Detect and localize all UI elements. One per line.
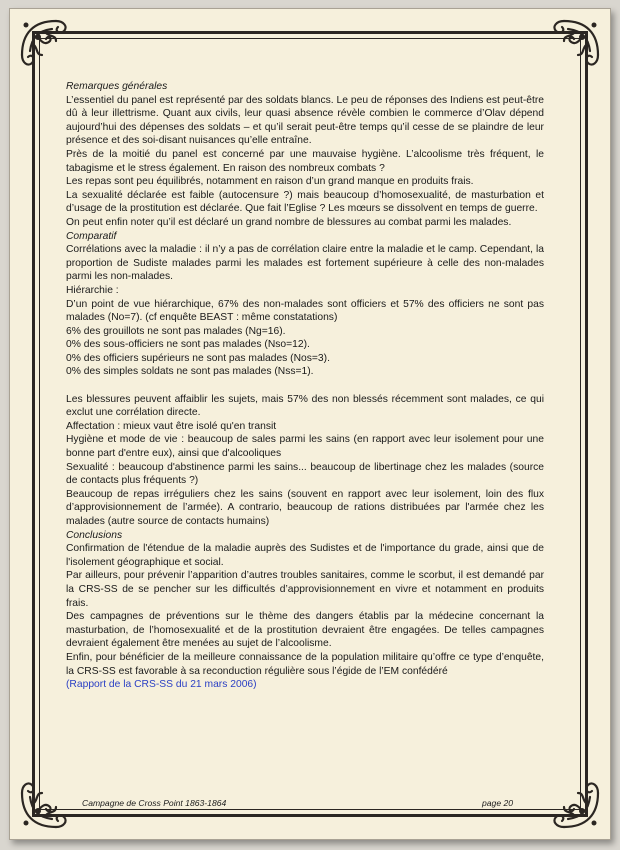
- paragraph: Confirmation de l'étendue de la maladie auprès des Sudistes et de l'importance du grade, ainsi que de l'isolement géographique et social.: [66, 543, 544, 568]
- report-reference-link[interactable]: (Rapport de la CRS-SS du 21 mars 2006): [66, 679, 257, 691]
- paragraph: Affectation : mieux vaut être isolé qu'en transit: [66, 420, 277, 432]
- paragraph: Sexualité : beaucoup d'abstinence parmi les sains... beaucoup de libertinage chez les malades (source de contacts plus fréquents ?): [66, 461, 544, 487]
- paragraph: Par ailleurs, pour prévenir l’apparition d’autres troubles sanitaires, comme le scorbut, il est demandé par la CRS-SS de se pencher sur les difficultés d’approvisionnement en vivre et notamment en produits frais.: [66, 570, 544, 609]
- paragraph: La sexualité déclarée est faible (autocensure ?) mais beaucoup d’homosexualité, de masturbation et d’usage de la prostitution est déclarée. Que fait l’Eglise ? Les mœurs se dissolvent en temps de guerre.: [66, 189, 544, 215]
- paragraph: Beaucoup de repas irréguliers chez les sains (souvent en rapport avec leur isolement, loin des flux d’approvisionnement de l’armée). A contrario, beaucoup de rations distribuées par l'armée chez les malades (autre source de contacts humains): [66, 488, 544, 527]
- paragraph: 0% des officiers supérieurs ne sont pas malades (Nos=3).: [66, 352, 330, 364]
- paragraph: 6% des grouillots ne sont pas malades (Ng=16).: [66, 325, 286, 337]
- blank-line: [66, 379, 544, 393]
- paragraph: Enfin, pour bénéficier de la meilleure connaissance de la population militaire qu’offre ce type d’enquête, la CRS-SS est favorable à sa reconduction régulière sous l’égide de l’EM confédéré: [66, 651, 544, 677]
- paragraph: Corrélations avec la maladie : il n’y a pas de corrélation claire entre la maladie et le camp. Cependant, la proportion de Sudiste malades parmi les malades est fortement supérieure à celle des non-malades parmi les non-malades.: [66, 244, 544, 283]
- paragraph: Hygiène et mode de vie : beaucoup de sales parmi les sains (en rapport avec leur isolement pour une bonne part d'entre eux), ainsi que d'alcooliques: [66, 434, 544, 460]
- corner-ornament-icon: [16, 769, 80, 833]
- paragraph: Les repas sont peu équilibrés, notamment en raison d’un grand manque en produits frais.: [66, 176, 474, 188]
- paragraph: L’essentiel du panel est représenté par des soldats blancs. Le peu de réponses des Indiens est peut-être dû à leur illettrisme. Quant aux civils, leur quasi absence révèle combien le commerce d’Olav dépend aujourd’hui des dépenses des soldats – et qu’il serait peut-être temps qu’il cesse de se plaindre de leur présence et des soi-disant nuisances qu’elle entraîne.: [66, 94, 544, 147]
- paragraph: D’un point de vue hiérarchique, 67% des non-malades sont officiers et 57% des officiers ne sont pas malades (No=7). (cf enquête BEAST : même constatations): [66, 298, 544, 324]
- paragraph: Les blessures peuvent affaiblir les sujets, mais 57% des non blessés récemment sont malades, ce qui exclut une corrélation directe.: [66, 393, 544, 419]
- page-number: page 20: [482, 798, 514, 808]
- section-heading: Remarques générales: [66, 81, 168, 92]
- section-heading: Comparatif: [66, 230, 117, 242]
- corner-ornament-icon: [540, 769, 604, 833]
- section-heading: Conclusions: [66, 529, 123, 541]
- paragraph: On peut enfin noter qu’il est déclaré un grand nombre de blessures au combat parmi les malades.: [66, 216, 512, 228]
- corner-ornament-icon: [16, 15, 80, 79]
- footer-campaign-title: Campagne de Cross Point 1863-1864: [82, 798, 227, 808]
- corner-ornament-icon: [540, 15, 604, 79]
- document-body: [66, 80, 544, 692]
- paragraph: 0% des sous-officiers ne sont pas malades (Nso=12).: [66, 339, 310, 351]
- paragraph: Hiérarchie :: [66, 284, 119, 296]
- paragraph: Près de la moitié du panel est concerné par une mauvaise hygiène. L’alcoolisme très fréquent, le tabagisme et le stress également. En raison des nombreux combats ?: [66, 148, 544, 174]
- paragraph: 0% des simples soldats ne sont pas malades (Nss=1).: [66, 366, 314, 378]
- paragraph: Des campagnes de préventions sur le thème des dangers établis par la médecine concernant la masturbation, de l’homosexualité et de la prostitution devraient être engagées. De telles campagnes devraient également être menées au sujet de l’alcoolisme.: [66, 611, 544, 650]
